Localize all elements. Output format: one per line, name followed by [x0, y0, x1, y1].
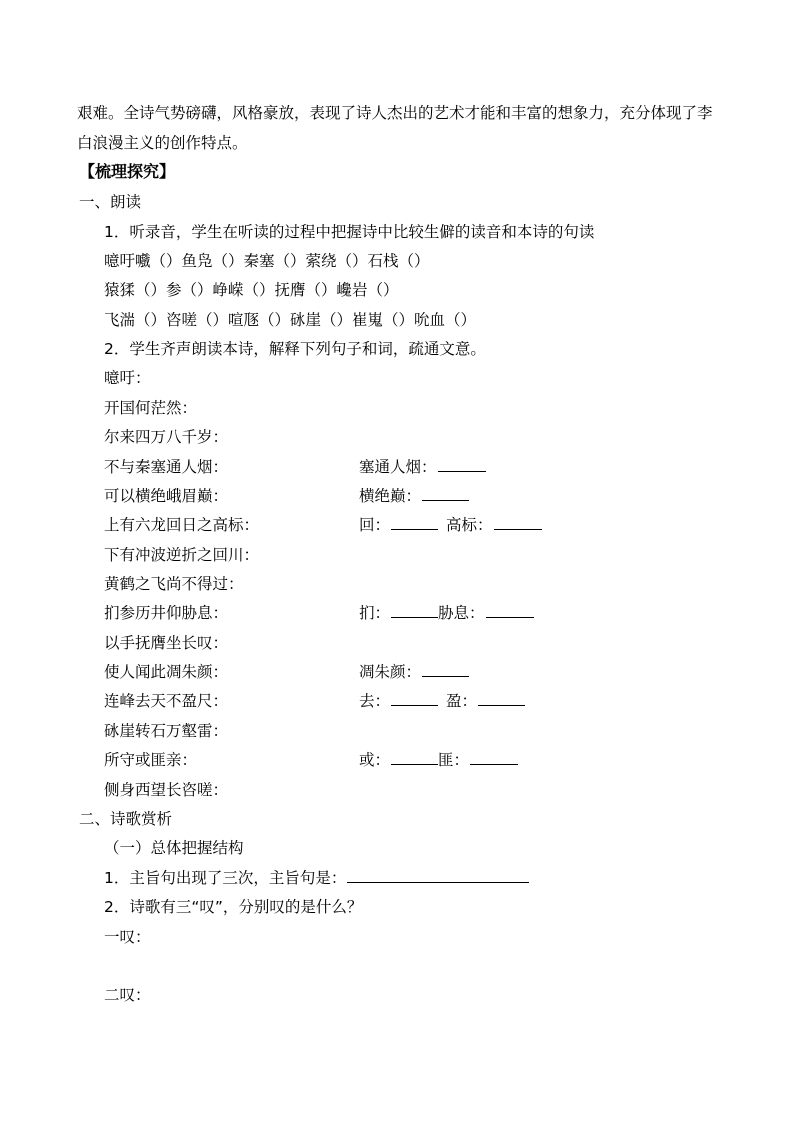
question-2: 2．学生齐声朗读本诗，解释下列句子和词，疏通文意。: [104, 340, 486, 358]
explain-item: 尔来四万八千岁：: [104, 428, 229, 446]
explain-item: 使人闻此凋朱颜：: [104, 663, 229, 681]
part2-subheading: （一）总体把握结构: [104, 839, 244, 857]
pronunciation-row-1: 噫吁嚱（）鱼凫（）秦塞（）萦绕（）石栈（）: [104, 252, 430, 270]
explain-item: 扪参历井仰胁息：: [104, 604, 229, 622]
explain-item: 黄鹤之飞尚不得过：: [104, 575, 244, 593]
word-label: 回：: [359, 516, 391, 534]
explain-item: 上有六龙回日之高标：: [104, 516, 260, 534]
sigh-question: 2．诗歌有三“叹”，分别叹的是什么？: [104, 898, 363, 916]
question-1: 1．听录音，学生在听读的过程中把握诗中比较生僻的读音和本诗的句读: [104, 223, 595, 241]
word-label: 高标：: [446, 516, 493, 534]
word-explain: [359, 486, 469, 506]
explain-item: 下有冲波逆折之回川：: [104, 546, 260, 564]
word-label: 横绝巅：: [359, 487, 422, 505]
intro-line-2: 白浪漫主义的创作特点。: [77, 134, 248, 152]
answer-blank[interactable]: [438, 457, 486, 472]
answer-blank[interactable]: [422, 486, 469, 501]
word-explain: [359, 662, 469, 682]
sigh-2-label: 二叹：: [104, 986, 151, 1004]
intro-line-1: 艰难。全诗气势磅礴，风格豪放，表现了诗人杰出的艺术才能和丰富的想象力，充分体现了李: [77, 104, 713, 122]
word-explain: [359, 750, 518, 770]
theme-question: [104, 868, 529, 888]
answer-blank[interactable]: [391, 750, 438, 765]
answer-blank[interactable]: [494, 515, 542, 530]
answer-blank[interactable]: [391, 691, 438, 706]
explain-item: 连峰去天不盈尺：: [104, 692, 229, 710]
explain-item: 所守或匪亲：: [104, 751, 198, 769]
answer-blank[interactable]: [391, 515, 438, 530]
word-explain: [359, 603, 534, 623]
explain-item: 不与秦塞通人烟：: [104, 458, 229, 476]
word-explain: [359, 515, 542, 535]
explain-item: 侧身西望长咨嗟：: [104, 781, 229, 799]
explain-item: 以手抚膺坐长叹：: [104, 634, 229, 652]
part2-heading: 二、诗歌赏析: [79, 810, 173, 828]
part1-heading: 一、朗读: [79, 193, 142, 211]
theme-question-label: 1．主旨句出现了三次，主旨句是：: [104, 869, 347, 887]
answer-blank[interactable]: [486, 603, 534, 618]
word-label: 胁息：: [438, 604, 485, 622]
sigh-1-label: 一叹：: [104, 928, 151, 946]
answer-blank[interactable]: [478, 691, 525, 706]
answer-blank[interactable]: [391, 603, 438, 618]
answer-blank[interactable]: [470, 750, 518, 765]
word-explain: [359, 457, 486, 477]
explain-item: 开国何茫然：: [104, 399, 198, 417]
word-label: 或：: [359, 751, 391, 769]
explain-item: 可以横绝峨眉巅：: [104, 487, 229, 505]
word-explain: [359, 691, 525, 711]
section-title: 【梳理探究】: [79, 162, 176, 181]
explain-item: 砯崖转石万壑雷：: [104, 722, 229, 740]
word-label: 塞通人烟：: [359, 458, 437, 476]
word-label: 盈：: [446, 692, 478, 710]
word-label: 去：: [359, 692, 391, 710]
pronunciation-row-3: 飞湍（）咨嗟（）喧豗（）砯崖（）崔嵬（）吮血（）: [104, 311, 477, 329]
pronunciation-row-2: 猿猱（）参（）峥嵘（）抚膺（）巉岩（）: [104, 281, 399, 299]
word-label: 扪：: [359, 604, 391, 622]
word-label: 匪：: [438, 751, 470, 769]
word-label: 凋朱颜：: [359, 663, 422, 681]
answer-blank[interactable]: [347, 868, 529, 883]
answer-blank[interactable]: [422, 662, 469, 677]
explain-item: 噫吁：: [104, 369, 151, 387]
